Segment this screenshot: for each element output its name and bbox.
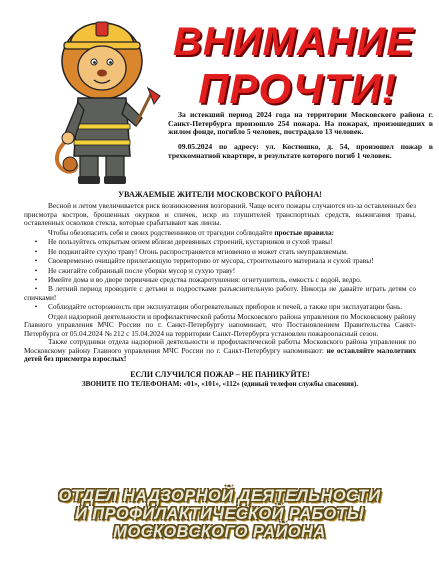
no-panic-line: ЕСЛИ СЛУЧИЛСЯ ПОЖАР – НЕ ПАНИКУЙТЕ! xyxy=(130,369,310,379)
fire-statistics xyxy=(168,111,433,167)
rule-item: • Не сжигайте собранный после уборки мусор и сухую траву! xyxy=(24,267,416,275)
bullet-icon: • xyxy=(34,275,38,284)
rule-item: • Своевременно очищайте прилегающую территорию от мусора, строительного материала и сухой травы! xyxy=(24,257,416,265)
rule-item: • Имейте дома и во дворе первичные средства пожаротушения: огнетушитель, емкость с водой, ведро. xyxy=(24,276,416,284)
stats-paragraph-1: За истекший период 2024 года на территории Московского района г. Санкт-Петербурга произошло 254 пожара. На пожарах, произошедших в жилом фонде, погибло 5 человек, пострадало 13 человек. xyxy=(168,110,433,137)
rule-item: • Соблюдайте осторожность при эксплуатации обогревательных приборов и печей, а также при эксплуатации бань. xyxy=(24,303,416,311)
rule-item: • В летний период проводите с детьми и подростками разъяснительную работу. Никогда не давайте играть детям со спичками! xyxy=(24,284,416,302)
department-notice-1: Отдел надзорной деятельности и профилактической работы Московского района управления по Московскому району Главного управления МЧС России по г. Санкт-Петербургу напоминает, что Постановлением Правительства Санкт-Петербурга от 05.04.2024 № 212 с 15.04.2024 на территории Санкт-Петербурга установлен пожароопасный сезон. xyxy=(24,311,416,338)
footer-line-3: МОСКОВСКОГО РАЙОНА xyxy=(113,523,326,542)
stats-paragraph-2: 09.05.2024 по адресу: ул. Костюшко, д. 54, произошел пожар в трехкомнатной квартире, в результате которого погиб 1 человек. xyxy=(168,142,433,160)
headline xyxy=(160,22,435,110)
notice-body xyxy=(24,190,416,388)
department-signature xyxy=(20,487,419,541)
bullet-icon: • xyxy=(34,284,38,294)
rule-item: • Не пользуйтесь открытым огнем вблизи деревянных строений, кустарников и сухой травы! xyxy=(24,238,416,246)
rule-item: • Не поджигайте сухую траву! Огонь распространяется мгновенно и может стать неуправляемым. xyxy=(24,248,416,256)
footer-line-2: И ПРОФИЛАКТИЧЕСКОЙ РАБОТЫ xyxy=(74,505,365,524)
bullet-icon: • xyxy=(34,265,38,275)
intro-paragraph: Весной и летом увеличивается риск возникновения возгораний. Чаще всего пожары случаются из-за оставленных без присмотра костров, брошенных окурков и спичек, искр из глушителей транспортных средств, выжигания травы, оставленных осколков стекла, которые срабатывают как линзы. xyxy=(24,201,416,228)
headline-line-2: ПРОЧТИ! xyxy=(198,65,397,112)
emergency-phones: ЗВОНИТЕ ПО ТЕЛЕФОНАМ: «01», «101», «112» (единый телефон службы спасения). xyxy=(81,379,359,388)
department-notice-2-bold: не оставляйте малолетних детей без присмотра взрослых! xyxy=(24,345,417,364)
bullet-icon: • xyxy=(34,256,38,266)
residents-address: УВАЖАЕМЫЕ ЖИТЕЛИ МОСКОВСКОГО РАЙОНА! xyxy=(118,190,322,199)
department-notice-2: Также сотрудники отдела надзорной деятельности и профилактической работы Московского района управления по Московскому району Главного управления МЧС России по г. Санкт-Петербургу напоминают: не оставляйте малолетних детей без присмотра взрослых! xyxy=(24,337,417,364)
rules-lead-bold: простые правила: xyxy=(274,227,335,237)
bullet-icon: • xyxy=(34,246,38,256)
rules-lead: Чтобы обезопасить себя и своих родственников от трагедии соблюдайте простые правила: xyxy=(48,227,335,237)
bullet-icon: • xyxy=(34,302,38,312)
headline-line-1: ВНИМАНИЕ xyxy=(172,20,415,64)
bullet-icon: • xyxy=(34,237,38,247)
firefighter-lion-mascot-icon xyxy=(44,6,162,186)
footer-line-1: ОТДЕЛ НАДЗОРНОЙ ДЕЯТЕЛЬНОСТИ xyxy=(58,487,381,505)
